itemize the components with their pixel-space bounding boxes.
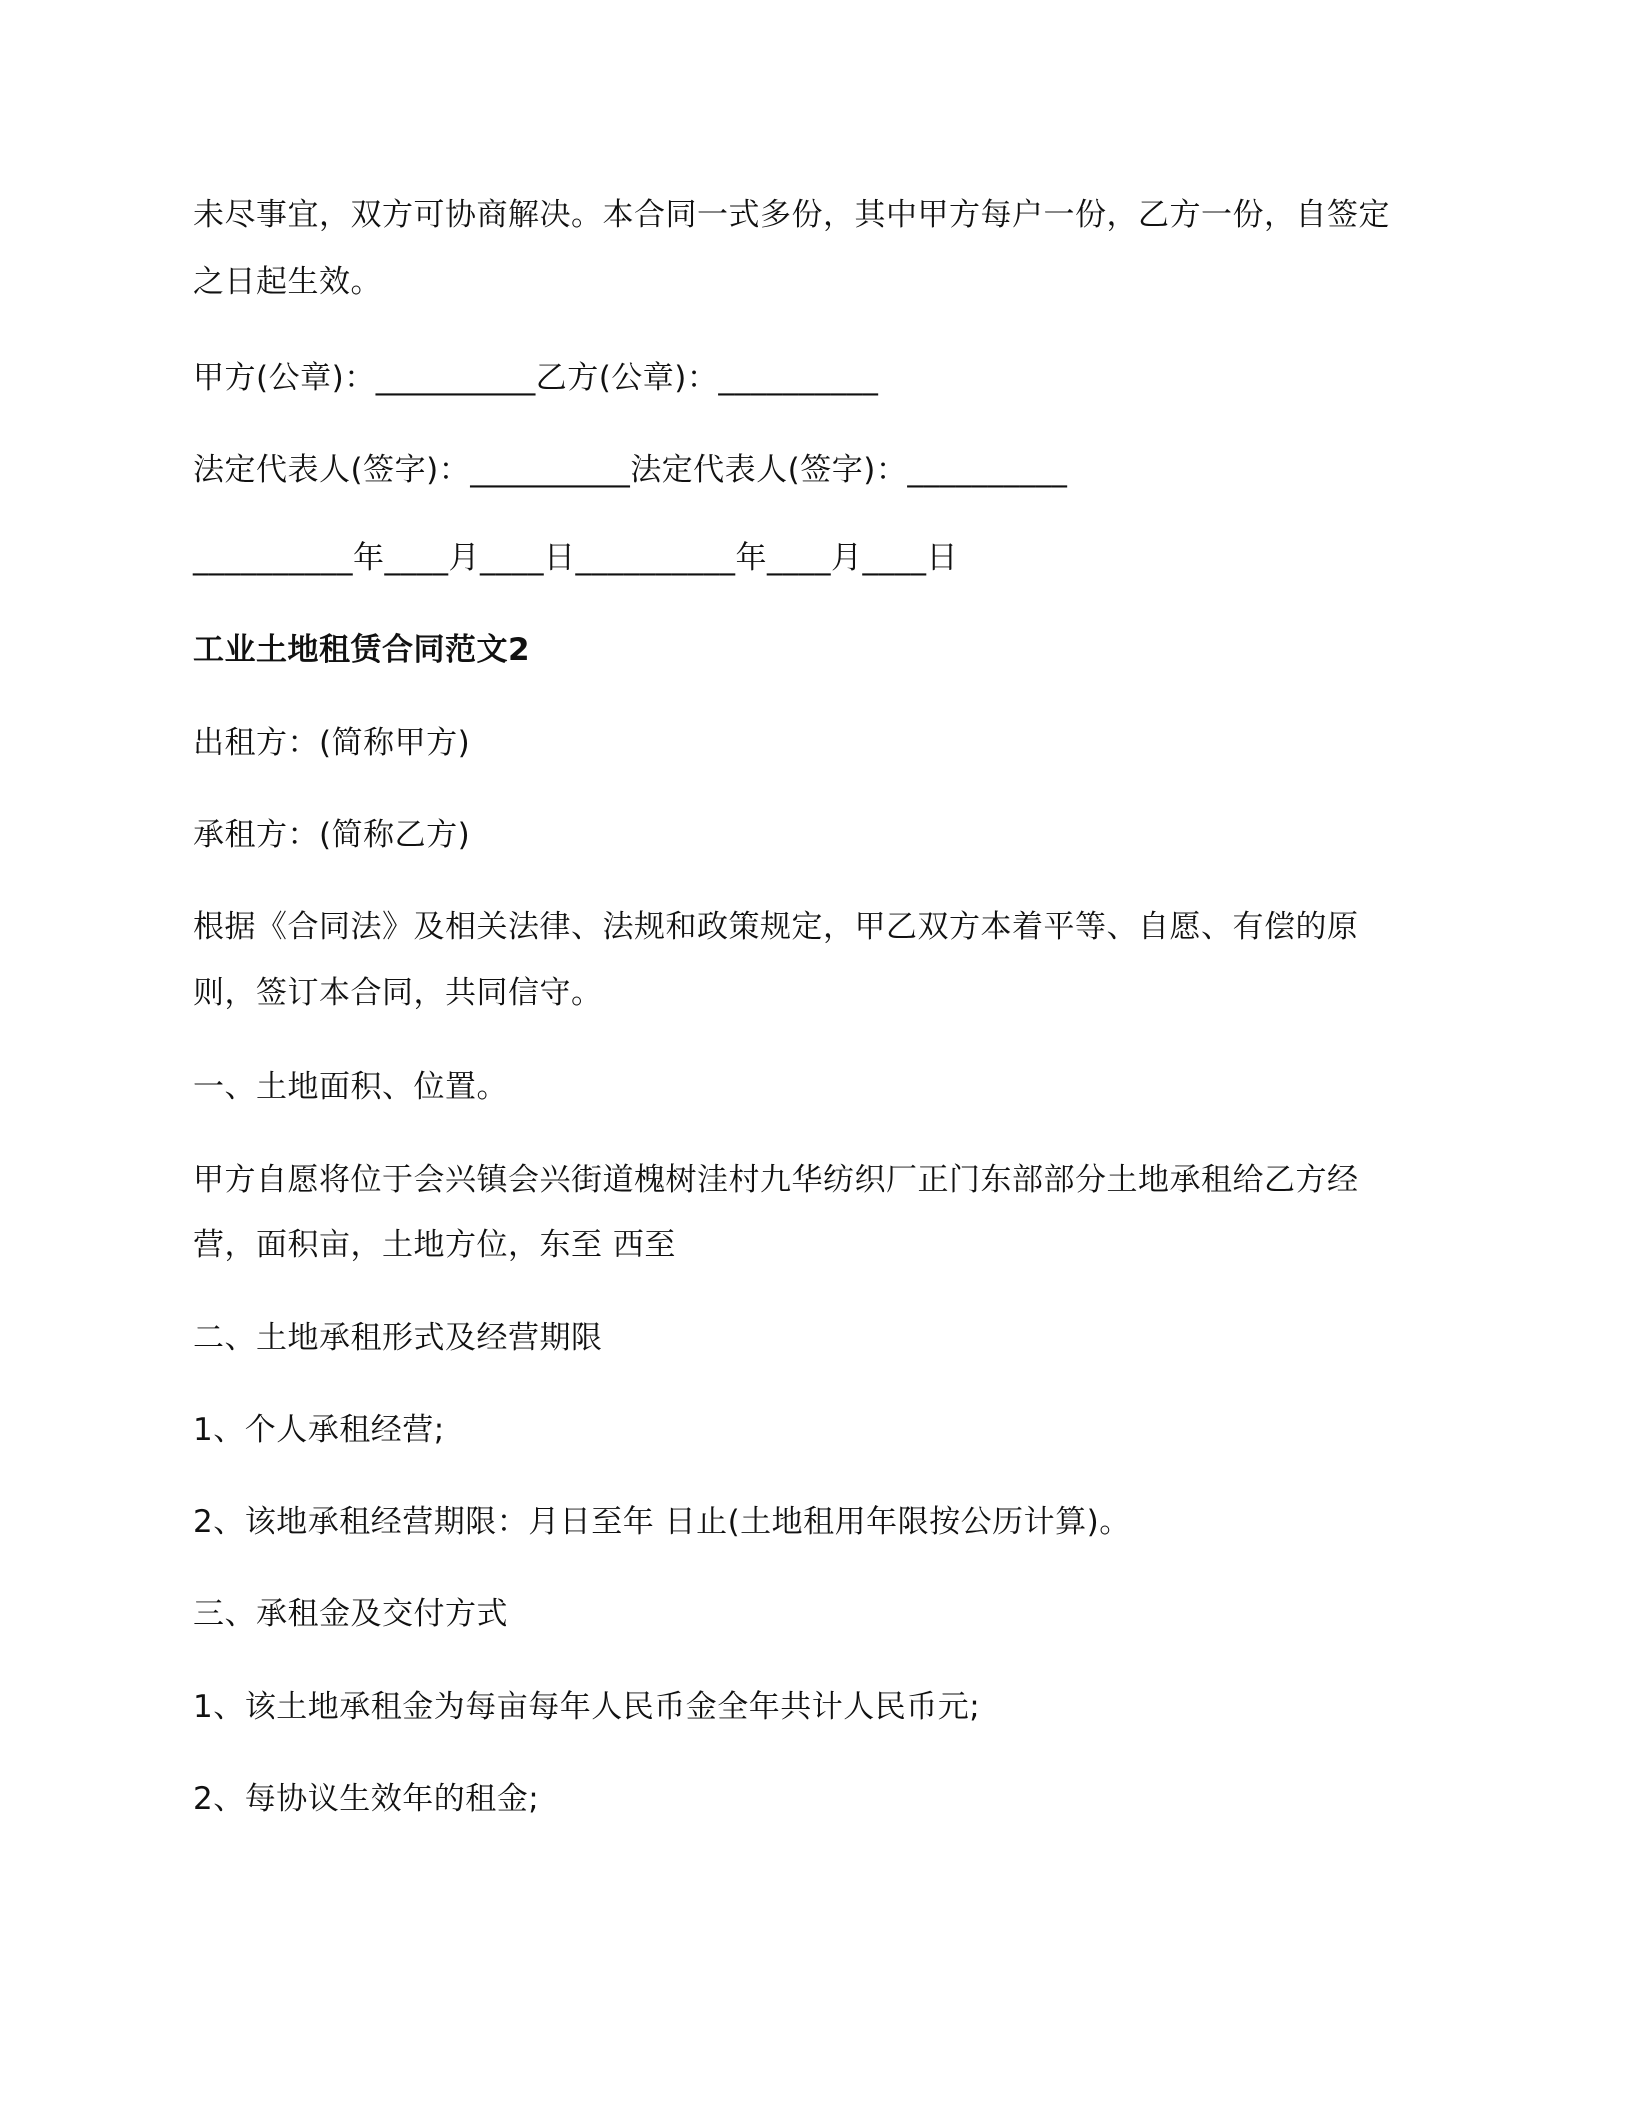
clause-heading: 三、承租金及交付方式 [193, 1596, 508, 1632]
section-title: 工业土地租赁合同范文2 [193, 632, 531, 668]
signature-date-line: __________年____月____日__________年____月____日 [193, 540, 958, 576]
clause-heading: 二、土地承租形式及经营期限 [193, 1320, 603, 1356]
clause-item: 1、个人承租经营; [193, 1412, 445, 1448]
clause-item: 2、该地承租经营期限：月日至年 日止(土地租用年限按公历计算)。 [193, 1504, 1131, 1540]
paragraph-line: 则，签订本合同，共同信守。 [193, 975, 603, 1011]
paragraph-line: 甲方自愿将位于会兴镇会兴街道槐树洼村九华纺织厂正门东部部分土地承租给乙方经 [193, 1162, 1359, 1198]
paragraph-line: 营，面积亩，土地方位，东至 西至 [193, 1227, 676, 1263]
signature-representative-line: 法定代表人(签字)：__________法定代表人(签字)：__________ [193, 452, 1068, 488]
lessee-line: 承租方：(简称乙方) [193, 817, 471, 853]
paragraph-line: 之日起生效。 [193, 264, 382, 300]
signature-seal-line: 甲方(公章)：__________乙方(公章)：__________ [193, 360, 879, 396]
paragraph-line: 根据《合同法》及相关法律、法规和政策规定，甲乙双方本着平等、自愿、有偿的原 [193, 909, 1359, 945]
clause-item: 1、该土地承租金为每亩每年人民币金全年共计人民币元; [193, 1689, 981, 1725]
clause-item: 2、每协议生效年的租金; [193, 1781, 540, 1817]
paragraph-line: 未尽事宜，双方可协商解决。本合同一式多份，其中甲方每户一份，乙方一份，自签定 [193, 197, 1390, 233]
clause-heading: 一、土地面积、位置。 [193, 1069, 508, 1105]
lessor-line: 出租方：(简称甲方) [193, 725, 471, 761]
